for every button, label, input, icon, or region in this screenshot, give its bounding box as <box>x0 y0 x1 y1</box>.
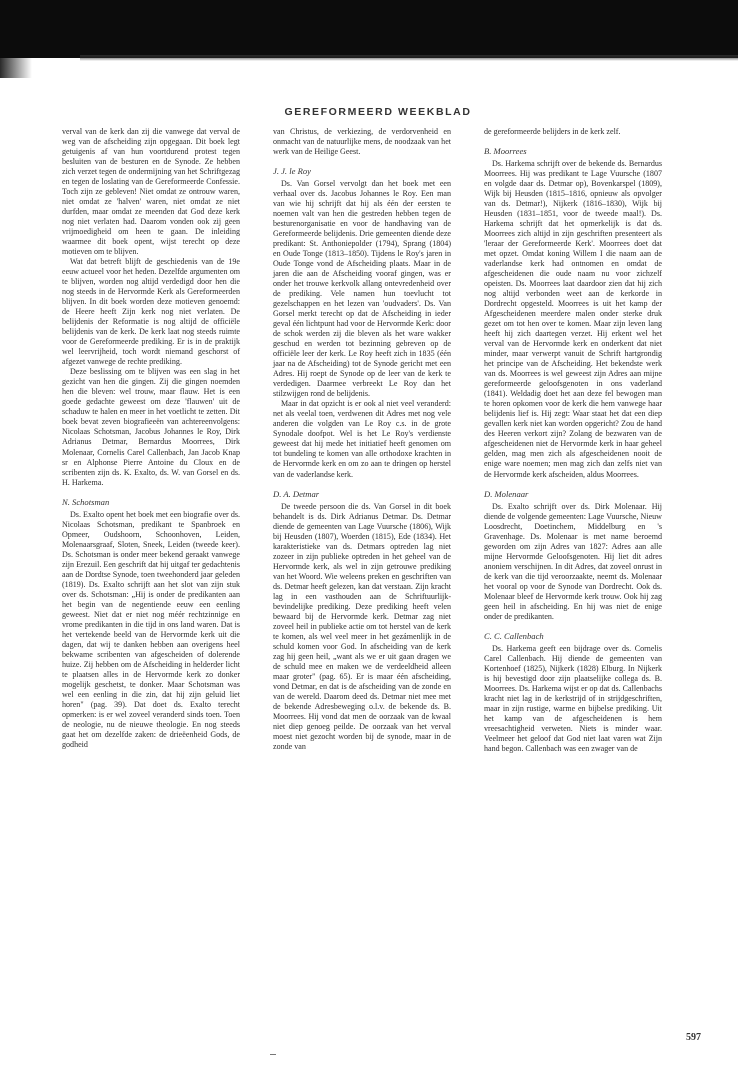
section-heading: D. Molenaar <box>484 488 529 499</box>
running-header: GEREFORMEERD WEEKBLAD <box>284 106 472 118</box>
paragraph: de gereformeerde belijders in de kerk zelf. <box>484 127 621 136</box>
paragraph: Maar in dat opzicht is er ook al niet veel veranderd: net als veelal toen, verdwenen dit Adres met nog vele anderen die volgden van Le Roy c.s. in de grote Synodale doofpot. Wel is het Le Roy's verdienste geweest dat hij mede het initiatief heeft genomen om tot bundeling te komen van alle orthodoxe krachten in de Hervormde kerk en om zo aan te dringen op herstel van de vaderlandse kerk. <box>273 399 451 479</box>
scan-page-shadow <box>0 58 32 78</box>
text-column-3 <box>484 127 662 754</box>
paragraph: Ds. Harkema geeft een bijdrage over ds. Cornelis Carel Callenbach. Hij diende de gemeenten van Kortenhoef (1825), Nijkerk (1828) Elburg. In Nijkerk is hij bevestigd door zijn plaatselijke collega ds. B. Moorrees. Ds. Harkema wijst er op dat ds. Callenbachs kracht niet lag in de kerkstrijd of in strijdgeschriften, maar in zijn rustige, warme en bijbelse prediking. Uit het kamp van de afgescheidenen is hem vreesachtigheid verweten. Niets is minder waar. Veelmeer het geloof dat God niet laat varen wat Zijn hand begon. Callenbach was een zwager van de <box>484 643 662 753</box>
section-heading: C. C. Callenbach <box>484 630 544 641</box>
section-heading: D. A. Detmar <box>273 488 320 499</box>
section-heading: J. J. le Roy <box>273 166 311 177</box>
paragraph: Ds. Van Gorsel vervolgt dan het boek met een verhaal over ds. Jacobus Johannes le Roy. Een man van wie hij schrijft dat hij als één der eersten te noemen valt van hen die gestreden hebben tegen de besturenorganisatie en voor de handhaving van de Gereformeerde belijdenis. Drie gemeenten diende deze predikant: St. Anthoniepolder (1794), Sprang (1804) en Oude Tonge (1813–1850). Tijdens le Roy's jaren in Oude Tonge vond de Afscheiding plaats. Maar in de jaren die aan de Afscheiding vooraf gingen, was er onder het trouwe kerkvolk allang ontevredenheid over de prediking. Vele namen hun toevlucht tot gezelschappen en het lezen van 'oudvaders'. Ds. Van Gorsel merkt terecht op dat de Afscheiding in ieder geval één lichtpunt had voor de Hervormde Kerk: door de schok werden zij die bleven als het ware wakker geschud en werden tot bezinning gebreven op de officiële leer der kerk. Le Roy heeft zich in 1835 (één jaar na de Afscheiding) tot de Synode gericht met een Adres. Hij roept de Synode op de leer van de kerk te verdedigen. Daarmee verbreekt Le Roy dan het stilzwijgen rond de belijdenis. <box>273 179 451 399</box>
paragraph: van Christus, de verkiezing, de verdorvenheid en onmacht van de natuurlijke mens, de noodzaak van het werk van de Heilige Geest. <box>273 127 451 157</box>
stray-mark <box>270 1054 276 1055</box>
text-column-2 <box>273 127 451 752</box>
paragraph: Ds. Exalto opent het boek met een biografie over ds. Nicolaas Schotsman, predikant te Spanbroek en Opmeer, Oudshoorn, Schoonhoven, Leiden, Molenaarsgraaf, Sloten, Sneek, Leiden (tweede keer). Ds. Schotsman is onder meer bekend geraakt vanwege zijn Erezuil. Een geschrift dat hij uitgaf ter gedachtenis aan de Dordtse Synode, toen tweehonderd jaar geleden (1819). Ds. Exalto schrijft aan het slot van zijn stuk over ds. Schotsman: „Hij is onder de predikanten aan het begin van de negentiende eeuw een eenling geweest. Niet dat er niet nog méér rechtzinnige en vrome predikanten in die tijd in ons land waren. Dat is het vertekende beeld van de Hervormde kerk uit die dagen, dat wij te danken hebben aan overigens heel bekwame scribenten van afgescheiden of dolerende huize. Zij hebben om de Afscheiding in helderder licht te plaatsen alles in de Hervormde kerk zo donker mogelijk geschetst, te donker. Maar Schotsman was wel een eenling in die zin, dat hij zijn geluid liet horen" (pag. 39). Dat doet ds. Exalto terecht opmerken: is er wel zoveel veranderd sinds toen. Toen de neologie, nu de nieuwe theologie. En nog steeds gaat het om dezelfde zaken: de drieëenheid Gods, de godheid <box>62 509 240 749</box>
section-heading: N. Schotsman <box>62 496 110 507</box>
paragraph: Ds. Exalto schrijft over ds. Dirk Molenaar. Hij diende de volgende gemeenten: Lage Vuursche, Nieuw Loosdrecht, Doetinchem, Middelburg en 's Gravenhage. Ds. Molenaar is met name beroemd geworden om zijn Adres van 1827: Adres aan alle mijne Hervormde Geloofsgenoten. Hij liet dit adres anoniem verschijnen. In dit Adres, dat zoveel onrust in de kerk van die tijd veroorzaakte, neemt ds. Molenaar het vooral op voor de Synode van Dordrecht. Ook ds. Molenaar bleef de Hervormde kerk trouw. Ook hij zag geen heil in afscheiding. En hij was niet de enige onder de predikanten. <box>484 501 662 621</box>
section-heading: B. Moorrees <box>484 146 527 157</box>
paragraph: De tweede persoon die ds. Van Gorsel in dit boek behandelt is ds. Dirk Adrianus Detmar. Ds. Detmar diende de gemeenten van Lage Vuursche (1806), Wijk bij Heusden (1807), Woerden (1815), Ede (1834). Het karakteristieke van ds. Detmars optreden lag niet zozeer in zijn publieke optreden in het geheel van de Hervormde kerk, als wel in zijn getrouwe prediking van het Woord. Wie weleens preken en geschriften van ds. Detmar heeft gelezen, kan dat verstaan. Zijn kracht lag in een vasthouden aan de Schriftuurlijk-bevindelijke prediking. Deze prediking heeft velen bewaard bij de Hervormde kerk. Detmar zag niet zoveel heil in publieke actie om tot herstel van de kerk te komen, als wel veel meer in het gezámenlijk in de schuld komen voor God. In afscheiding van de kerk zag hij geen heil, „want als we er uit gaan dragen we de schuld mee en maken we de verdeeldheid alleen maar groter" (pag. 65). Er is maar één afscheiding, vond Detmar, en dat is de afscheiding van de zonde en van de wereld. Daarom deed ds. Detmar niet mee met de bekende Adresbeweging o.l.v. de bekende ds. B. Moorrees. Hij vond dat men de oorzaak van de kwaal niet diep genoeg peilde. De oorzaak van het verval moest niet gezocht worden bij de synode, maar in de zonde van <box>273 501 451 751</box>
scan-top-band <box>0 0 738 58</box>
paragraph: verval van de kerk dan zij die vanwege dat verval de weg van de afscheiding zijn opgegaan. Dit boek legt getuigenis af van hun voortdurend protest tegen besluiten van de besturen en de Synode. Ze hebben zich verzet tegen de ondermijning van het Schriftgezag en tegen de loslating van de Gereformeerde Confessie. Toch zijn ze gebleven! Niet omdat ze ontrouw waren, niet omdat ze 'halven' waren, niet omdat ze niet durfden, maar omdat ze meenden dat God deze kerk nog niet verlaten had. Daarom vonden ook zij geen vrijmoedigheid om heen te gaan. De inleiding waarmee dit boek opent, wijst terecht op deze motieven om te blijven. <box>62 127 240 257</box>
paragraph: Deze beslissing om te blijven was een slag in het gezicht van hen die gingen. Zij die gingen noemden hen die bleven: wel trouw, maar flauw. Het is een goede gedachte geweest om deze 'flauwen' uit de schaduw te halen en meer in het voetlicht te zetten. Dit boek bevat zeven biografieeën van achtereenvolgens: Nicolaas Schotsman, Jacobus Johannes le Roy, Dirk Adrianus Detmar, Bernardus Moorrees, Dirk Molenaar, Cornelis Carel Callenbach, Jan Jacob Knap sr en Alphonse Pierre Antoine du Cloux en de scribenten zijn ds. K. Exalto, ds. W. van Gorsel en ds. H. Harkema. <box>62 367 240 487</box>
text-column-1 <box>62 127 240 750</box>
page-number: 597 <box>686 1032 701 1043</box>
paragraph: Ds. Harkema schrijft over de bekende ds. Bernardus Moorrees. Hij was predikant te Lage Vuursche (1807 en volgde daar ds. Detmar op), Bovenkarspel (1809), Wijk bij Heusden (1815–1816, opnieuw als opvolger van ds. Detmar!), Nijkerk (1816–1830), Wijk bij Heusden (1831–1851, voor de tweede maal!). Ds. Harkema schrijft dat het opmerkelijk is dat ds. Moorrees zich altijd in zijn geschriften presenteert als 'leraar der Gereformeerde Kerk'. Moorrees doet dat met opzet. Omdat koning Willem I die naam aan de vaderlandse kerk had ontnomen en omdat de afgescheidenen die oude naam nu voor zichzelf opeisten. Ds. Moorrees laat daardoor zien dat hij zich nog altijd verbonden weet aan de kerkorde in Dordrecht opgesteld. Moorrees is uit het kamp der Afgescheidenen meerdere malen onder sterke druk gezet om tot hen over te komen. Maar zijn leven lang heeft hij zich daartegen verzet. Hij erkent wel het verval van de Hervormde kerk en onderkent dat niet minder, maar verwerpt vanuit de Schrift hartgrondig het principe van de Afscheiding. Het bekendste werk van ds. Moorrees is wel geweest zijn Adres aan mijne gereformeerde geloofsgenoten in ons vaderland (1841). Weldadig doet het aan deze fel bewogen man te horen opkomen voor de kerk die hem vanwege haar belijdenis lief is. Hij zegt: Waar staat het dat een diep gevallen kerk niet kan worden opgericht? Zou de hand des Heeren verkort zijn? Zolang de bezwaren van de afgescheidenen niet de Hervormde kerk in haar geheel gelden, mag men zich als afgescheidenen nooit de enige ware noemen; men mag zich dan zelfs niet van de Hervormde kerk afscheiden, aldus Moorrees. <box>484 159 662 479</box>
paragraph: Wat dat betreft blijft de geschiedenis van de 19e eeuw actueel voor het heden. Dezelfde argumenten om te blijven, worden nog altijd verdedigd door hen die nog steeds in de Hervormde Kerk als Gereformeerden blijven. In dit boek worden deze motieven genoemd: de Heere heeft Zijn kerk nog niet verlaten. De belijdenis der Reformatie is nog altijd de officiële belijdenis van de kerk. De kerk laat nog steeds ruimte voor de Gereformeerde prediking. Er is in de praktijk wel leervrijheid, toch wordt niemand geschorst of afgezet vanwege de rechte prediking. <box>62 257 240 367</box>
